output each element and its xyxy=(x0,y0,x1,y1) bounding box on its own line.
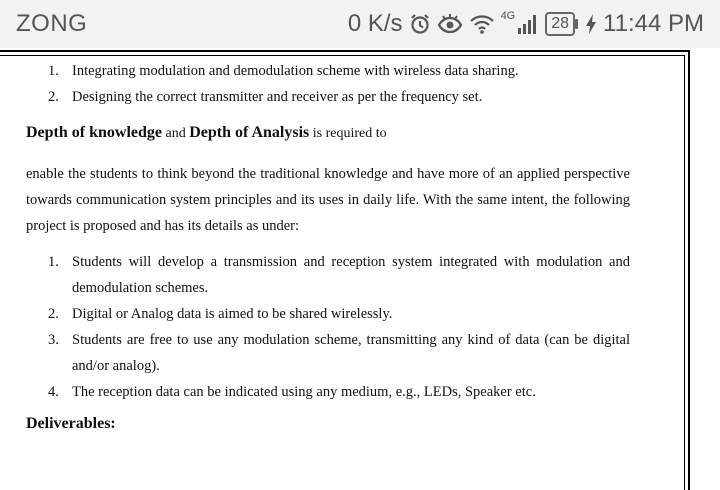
wifi-icon xyxy=(469,13,495,35)
list-item-text: Students are free to use any modulation scheme, transmitting any kind of data (can be digital and/or analog). xyxy=(72,332,630,374)
list-number: 1. xyxy=(48,63,59,79)
eye-comfort-icon xyxy=(437,13,463,35)
heading-rest: is required to xyxy=(309,126,387,141)
list-number: 1. xyxy=(48,254,59,270)
clock-time: 11:44 PM xyxy=(603,10,704,37)
heading-bold-knowledge: Depth of knowledge xyxy=(26,124,163,141)
list-item-text: Digital or Analog data is aimed to be shared wirelessly. xyxy=(72,306,393,322)
list-number: 2. xyxy=(48,89,59,105)
list-item xyxy=(26,327,630,379)
list-number: 2. xyxy=(48,306,59,322)
document-body xyxy=(26,58,630,437)
list-number: 4. xyxy=(48,384,59,400)
deliverables-heading: Deliverables: xyxy=(26,415,116,432)
list-item xyxy=(26,58,630,84)
list-item-text: Designing the correct transmitter and receiver as per the frequency set. xyxy=(72,89,483,105)
network-speed: 0 K/s xyxy=(347,10,403,37)
carrier-name: ZONG xyxy=(16,10,88,37)
project-details-list xyxy=(26,249,630,405)
list-number: 3. xyxy=(48,332,59,348)
status-bar xyxy=(0,0,720,48)
network-type: 4G xyxy=(500,10,516,22)
list-item-text: Students will develop a transmission and reception system integrated with modulation and demodulation schemes. xyxy=(72,254,630,296)
body-paragraph: enable the students to think beyond the traditional knowledge and have more of an applied perspective towards communication system principles and its uses in daily life. With the same intent, the following project is proposed and has its details as under: xyxy=(26,166,630,234)
heading-bold-analysis: Depth of Analysis xyxy=(189,124,310,141)
heading-conjunction: and xyxy=(162,126,190,141)
list-item xyxy=(26,301,630,327)
status-icons xyxy=(348,10,704,38)
signal-bars-icon xyxy=(517,13,539,35)
list-item-text: Integrating modulation and demodulation scheme with wireless data sharing. xyxy=(72,63,519,79)
objectives-list xyxy=(26,58,630,110)
list-item-text: The reception data can be indicated using any medium, e.g., LEDs, Speaker etc. xyxy=(72,384,536,400)
charging-bolt-icon xyxy=(585,13,597,35)
alarm-clock-icon xyxy=(409,13,431,35)
list-item xyxy=(26,379,630,405)
list-item xyxy=(26,84,630,110)
battery-indicator: 28 xyxy=(545,12,575,36)
section-heading xyxy=(26,120,630,147)
list-item xyxy=(26,249,630,301)
